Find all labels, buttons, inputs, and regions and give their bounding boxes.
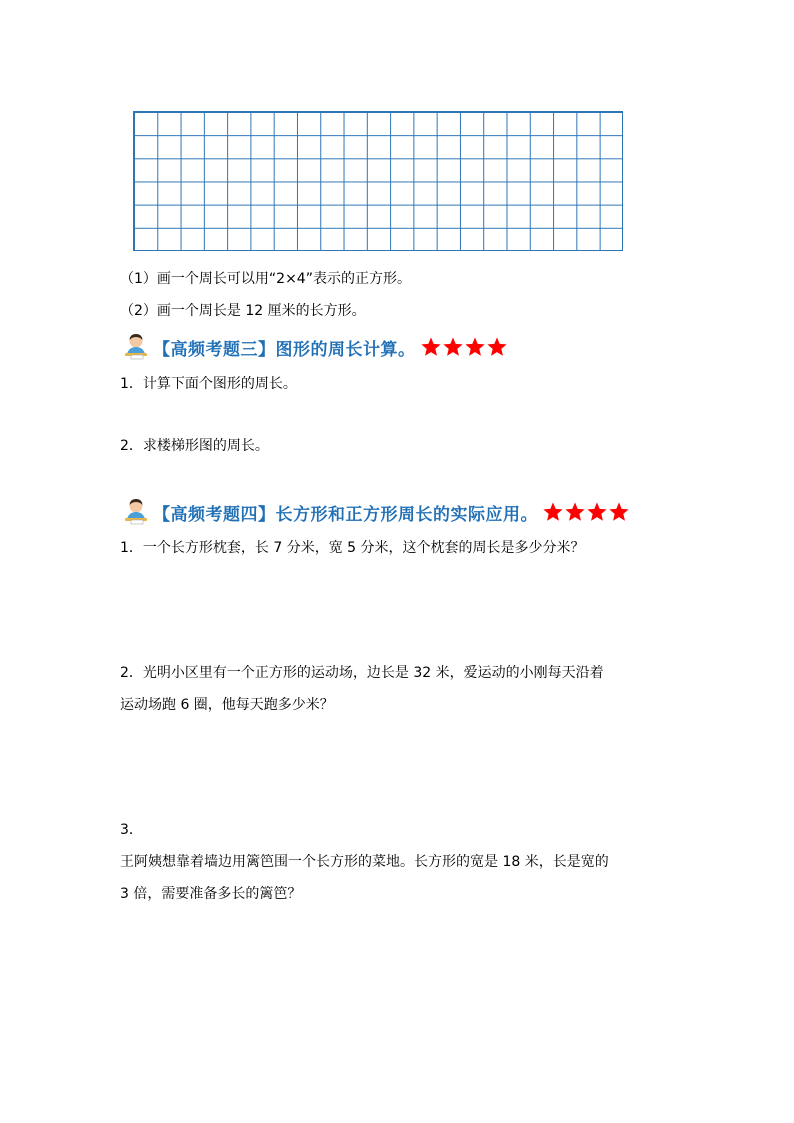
section-heading-3 (121, 332, 508, 362)
star-icon (608, 501, 630, 523)
section-title: 【高频考题三】图形的周长计算。 (153, 339, 416, 360)
drawing-grid[interactable] (133, 111, 623, 251)
question-3-number: 3． (120, 822, 143, 838)
question-pillowcase: 1．一个长方形枕套，长 7 分米，宽 5 分米，这个枕套的周长是多少分米？ (120, 540, 585, 556)
question-staircase-perimeter: 2．求楼梯形图的周长。 (120, 438, 269, 454)
question-draw-square: （1）画一个周长可以用“2×4”表示的正方形。 (120, 271, 411, 287)
student-avatar-icon (121, 497, 151, 527)
question-fence-line1: 王阿姨想靠着墙边用篱笆围一个长方形的菜地。长方形的宽是 18 米，长是宽的 (120, 854, 609, 870)
star-icon (564, 501, 586, 523)
star-icon (486, 336, 508, 358)
question-draw-rectangle: （2）画一个周长是 12 厘米的长方形。 (120, 303, 366, 319)
section-title: 【高频考题四】长方形和正方形周长的实际应用。 (153, 504, 538, 525)
star-icon (586, 501, 608, 523)
star-icon (420, 336, 442, 358)
star-icon (442, 336, 464, 358)
star-icon (464, 336, 486, 358)
question-sports-field-line2: 运动场跑 6 圈，他每天跑多少米？ (120, 697, 334, 713)
section-heading-4 (121, 497, 630, 527)
star-icon (542, 501, 564, 523)
question-fence-line2: 3 倍，需要准备多长的篱笆？ (120, 886, 302, 902)
question-sports-field-line1: 2．光明小区里有一个正方形的运动场，边长是 32 米，爱运动的小刚每天沿着 (120, 665, 604, 681)
question-figure-perimeter: 1．计算下面个图形的周长。 (120, 376, 297, 392)
student-avatar-icon (121, 332, 151, 362)
difficulty-stars (420, 336, 508, 358)
difficulty-stars (542, 501, 630, 523)
